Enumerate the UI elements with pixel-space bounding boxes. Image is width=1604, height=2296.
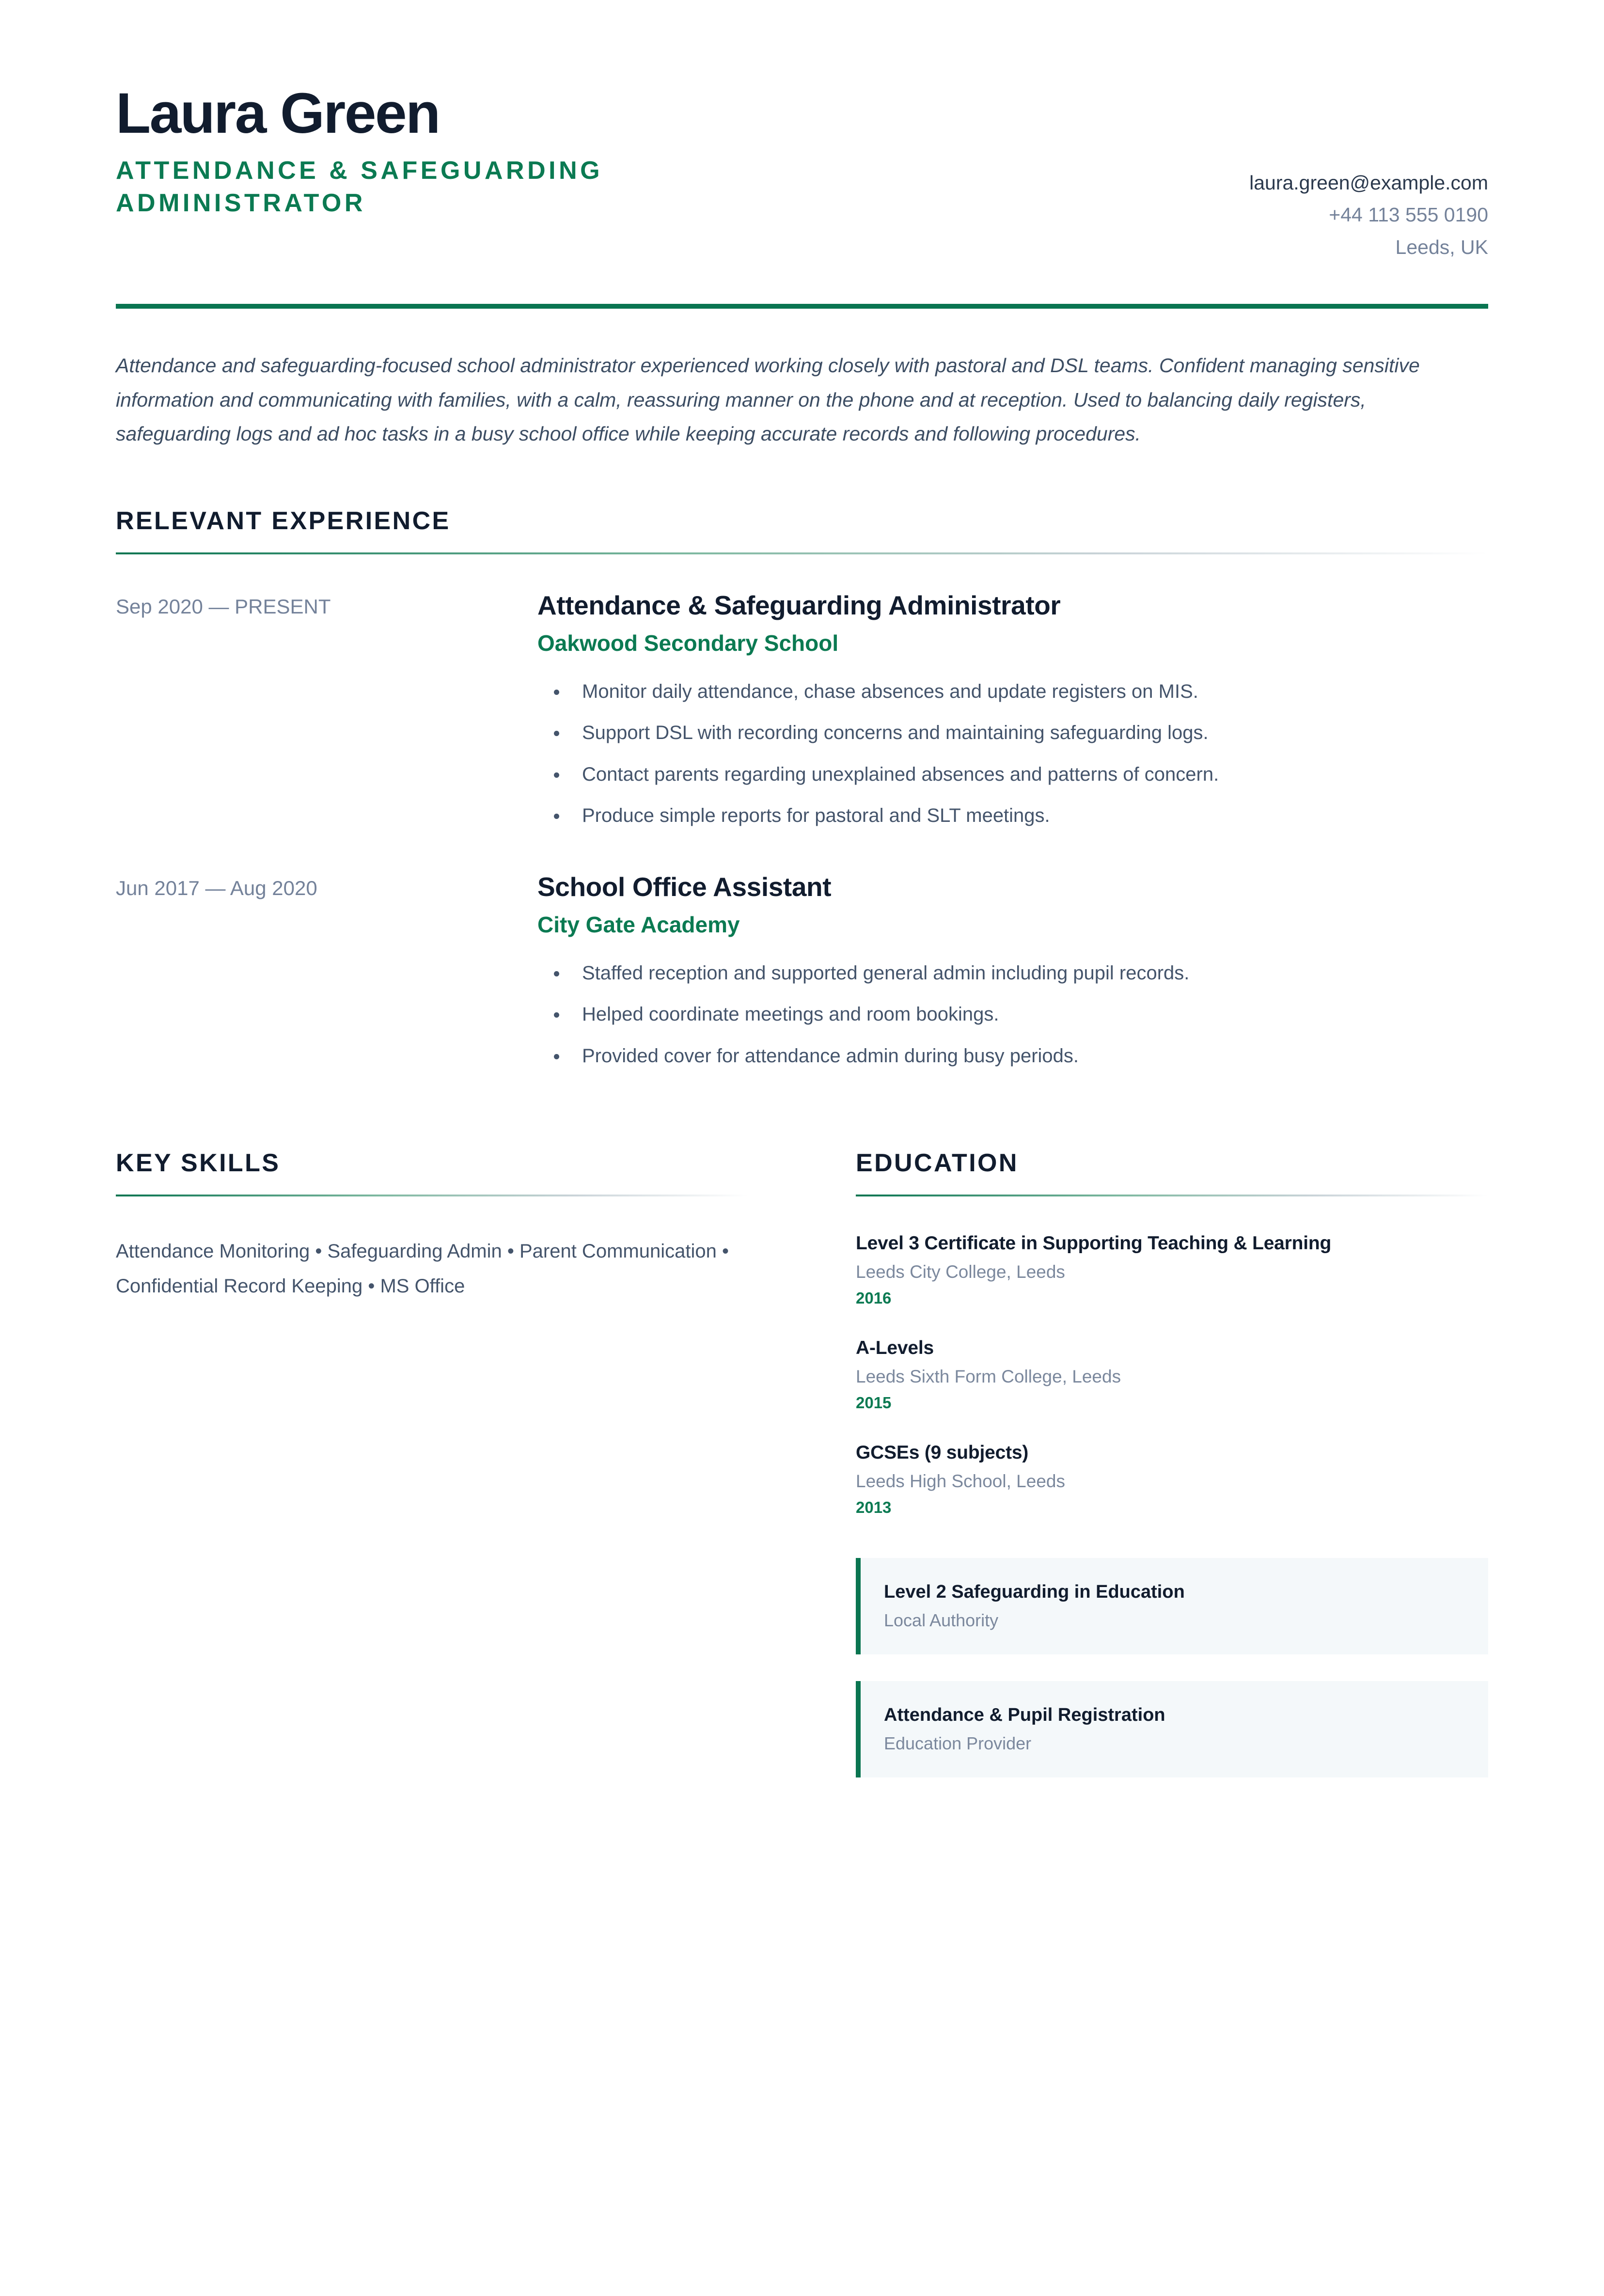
experience-details — [537, 871, 1488, 1070]
experience-list — [116, 589, 1488, 1070]
skills-divider — [116, 1195, 748, 1196]
experience-company: Oakwood Secondary School — [537, 630, 839, 656]
experience-role: Attendance & Safeguarding Administrator — [537, 590, 1061, 620]
resume-content — [116, 0, 1488, 1777]
certification-issuer: Local Authority — [884, 1610, 999, 1630]
professional-summary: Attendance and safeguarding-focused school administrator experienced working closely with pastoral and DSL teams. Confident managing sensitive information and communicating with families, with a calm, reassuring manner on the phone and at reception. Used to balancing daily registers, safeguarding logs and ad hoc tasks in a busy school office while keeping accurate records and following procedures. — [116, 354, 1420, 445]
experience-bullet: Monitor daily attendance, chase absences and update registers on MIS. — [537, 678, 1488, 706]
education-heading: EDUCATION — [856, 1149, 1019, 1178]
certification-issuer: Education Provider — [884, 1733, 1032, 1754]
experience-bullet: Support DSL with recording concerns and maintaining safeguarding logs. — [537, 719, 1488, 747]
education-school: Leeds City College, Leeds — [856, 1262, 1065, 1282]
experience-heading: RELEVANT EXPERIENCE — [116, 506, 451, 535]
education-divider — [856, 1195, 1488, 1196]
experience-role: School Office Assistant — [537, 871, 832, 902]
experience-bullet: Helped coordinate meetings and room bookings. — [537, 1001, 1488, 1029]
skills-text: Attendance Monitoring • Safeguarding Admin • Parent Communication • Confidential Record Keeping • MS Office — [116, 1241, 729, 1297]
experience-bullet: Staffed reception and supported general admin including pupil records. — [537, 959, 1488, 988]
education-entry — [856, 1231, 1488, 1309]
education-school: Leeds High School, Leeds — [856, 1471, 1065, 1491]
candidate-job-title: ATTENDANCE & SAFEGUARDING ADMINISTRATOR — [116, 157, 603, 217]
experience-entry — [116, 589, 1488, 830]
experience-section — [116, 507, 1488, 1070]
experience-company: City Gate Academy — [537, 912, 740, 938]
education-entry — [856, 1336, 1488, 1414]
experience-entry — [116, 871, 1488, 1070]
experience-bullet: Produce simple reports for pastoral and SLT meetings. — [537, 802, 1488, 830]
experience-bullet: Contact parents regarding unexplained absences and patterns of concern. — [537, 761, 1488, 789]
education-degree: Level 3 Certificate in Supporting Teaching & Learning — [856, 1233, 1332, 1254]
contact-block — [1249, 83, 1488, 263]
contact-phone[interactable]: +44 113 555 0190 — [1329, 204, 1488, 226]
education-year: 2015 — [856, 1393, 892, 1412]
certification-card — [856, 1681, 1488, 1777]
candidate-name: Laura Green — [116, 81, 440, 145]
contact-email[interactable]: laura.green@example.com — [1249, 172, 1488, 194]
education-school: Leeds Sixth Form College, Leeds — [856, 1366, 1121, 1386]
header-identity — [116, 83, 1249, 219]
header-divider — [116, 304, 1488, 309]
experience-dates: Jun 2017 — Aug 2020 — [116, 876, 317, 899]
education-year: 2016 — [856, 1289, 892, 1307]
education-year: 2013 — [856, 1498, 892, 1516]
skills-heading: KEY SKILLS — [116, 1149, 281, 1178]
experience-bullet: Provided cover for attendance admin during busy periods. — [537, 1042, 1488, 1070]
resume-header — [116, 83, 1488, 263]
experience-dates: Sep 2020 — PRESENT — [116, 595, 331, 618]
experience-bullets — [537, 959, 1488, 1070]
education-section — [856, 1149, 1488, 1777]
certification-card — [856, 1558, 1488, 1654]
education-entry — [856, 1441, 1488, 1518]
contact-location: Leeds, UK — [1395, 236, 1488, 258]
experience-details — [537, 589, 1488, 830]
certification-name: Attendance & Pupil Registration — [884, 1704, 1165, 1725]
education-list — [856, 1231, 1488, 1518]
skills-section — [116, 1149, 748, 1304]
experience-bullets — [537, 678, 1488, 830]
education-degree: A-Levels — [856, 1337, 934, 1359]
experience-divider — [116, 552, 1488, 554]
education-degree: GCSEs (9 subjects) — [856, 1442, 1029, 1463]
certification-name: Level 2 Safeguarding in Education — [884, 1581, 1185, 1602]
bottom-columns — [116, 1149, 1488, 1777]
certification-list — [856, 1558, 1488, 1777]
